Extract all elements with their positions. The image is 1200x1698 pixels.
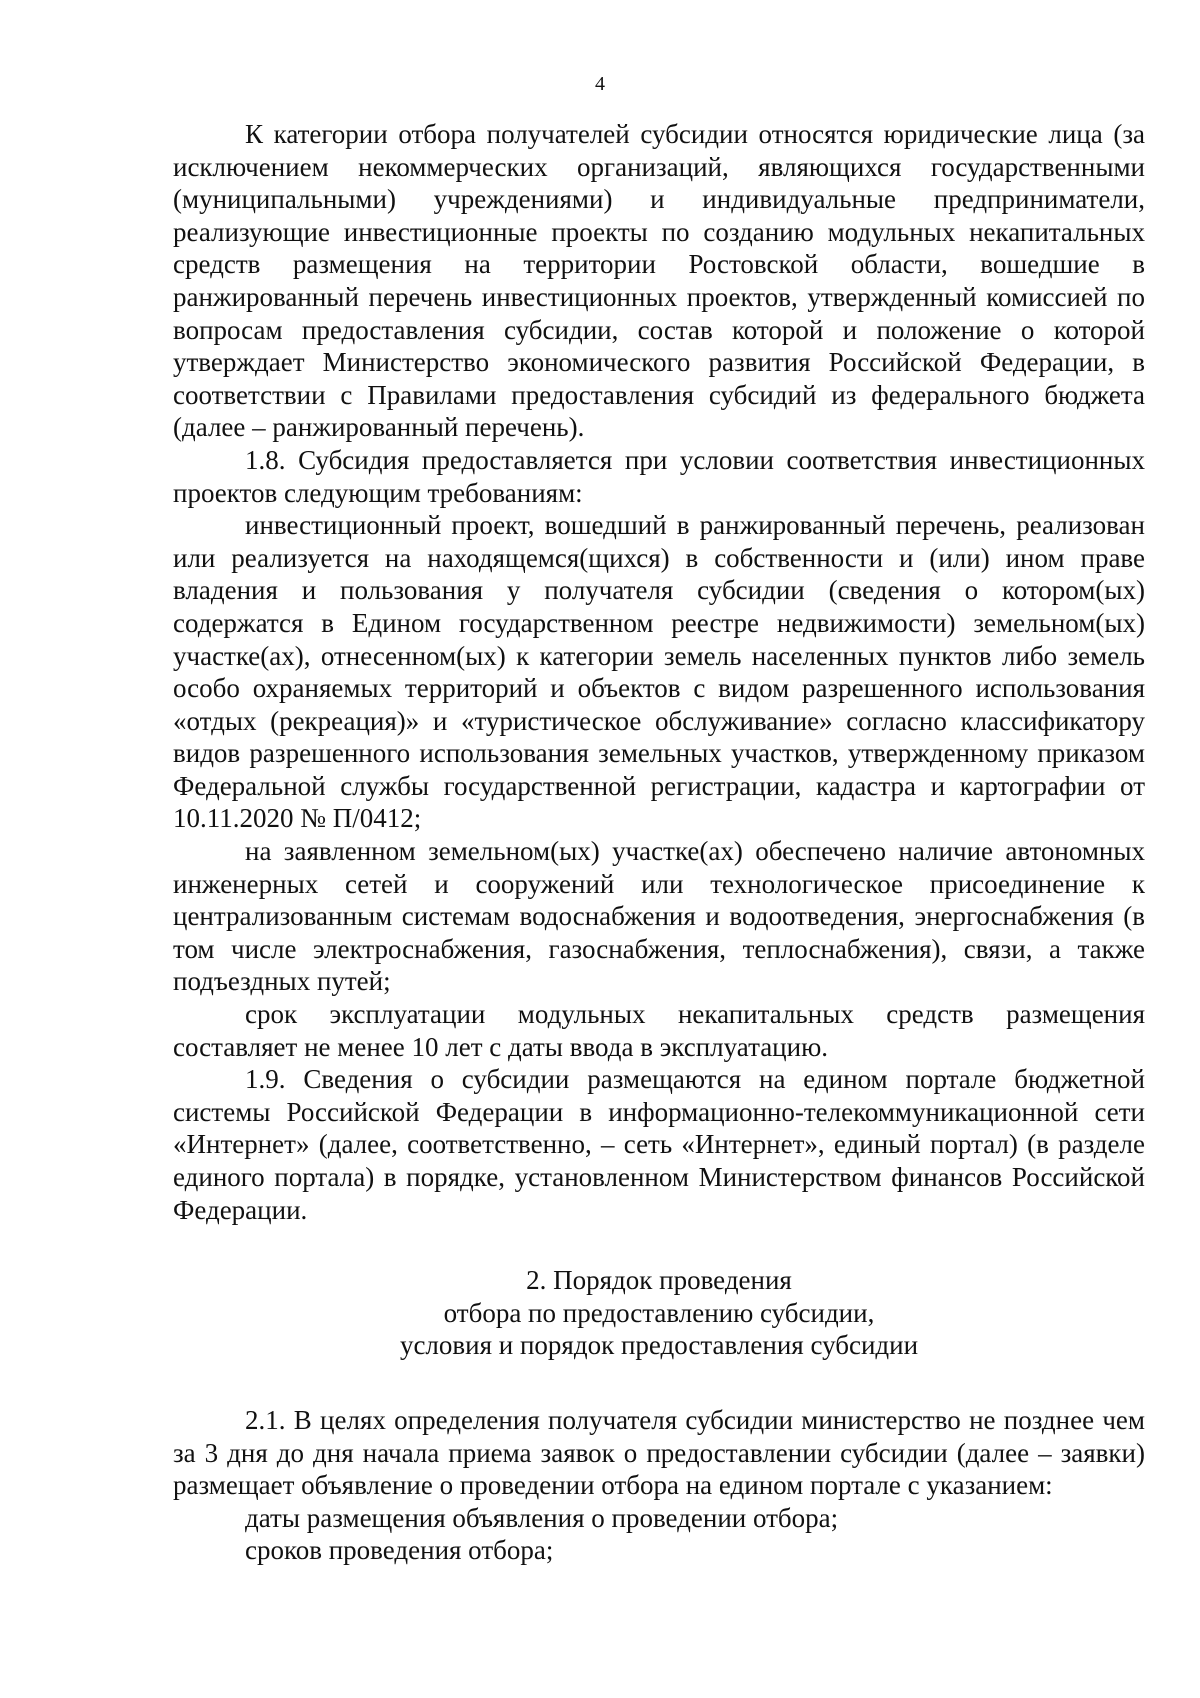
section-heading [173, 1264, 1145, 1362]
paragraph-requirement-land: инвестиционный проект, вошедший в ранжированный перечень, реализован или реализуется на находящемся(щихся) в собственности и (или) ином праве владения и пользования у получателя субсидии (сведения о котором(ых) содержатся в Едином государственном реестре недвижимости) земельном(ых) участке(ах), отнесенном(ых) к категории земель населенных пунктов либо земель особо охраняемых территорий и объектов с видом разрешенного использования «отдых (рекреация)» и «туристическое обслуживание» согласно классификатору видов разрешенного использования земельных участков, утвержденному приказом Федеральной службы государственной регистрации, кадастра и картографии от 10.11.2020 № П/0412; [173, 510, 1145, 834]
paragraph-recipient-category: К категории отбора получателей субсидии относятся юридические лица (за исключением некоммерческих организаций, являющихся государственными (муниципальными) учреждениями) и индивидуальные предприниматели, реализующие инвестиционные проекты по созданию модульных некапитальных средств размещения на территории Ростовской области, вошедшие в ранжированный перечень инвестиционных проектов, утвержденный комиссией по вопросам предоставления субсидии, состав которой и положение о которой утверждает Министерство экономического развития Российской Федерации, в соответствии с Правилами предоставления субсидий из федерального бюджета (далее – ранжированный перечень). [173, 119, 1145, 443]
list-item-announcement-date: даты размещения объявления о проведении отбора; [245, 1502, 839, 1533]
section-heading-line-3: условия и порядок предоставления субсидии [399, 1330, 919, 1361]
paragraph-1-8: 1.8. Субсидия предоставляется при условии соответствия инвестиционных проектов следующим требованиям: [173, 444, 1145, 508]
section-heading-line-2: отбора по предоставлению субсидии, [443, 1297, 875, 1328]
paragraph-requirement-term: срок эксплуатации модульных некапитальных средств размещения составляет не менее 10 лет с даты ввода в эксплуатацию. [173, 999, 1145, 1062]
paragraph-1-9: 1.9. Сведения о субсидии размещаются на едином портале бюджетной системы Российской Федерации в информационно-телекоммуникационной сети «Интернет» (далее, соответственно, – сеть «Интернет», единый портал) (в разделе единого портала) в порядке, установленном Министерством финансов Российской Федерации. [173, 1064, 1145, 1225]
list-item-selection-dates: сроков проведения отбора; [245, 1535, 554, 1566]
page-number: 4 [595, 73, 605, 95]
paragraph-requirement-networks: на заявленном земельном(ых) участке(ах) обеспечено наличие автономных инженерных сетей и сооружений или технологическое присоединение к централизованным системам водоснабжения и водоотведения, энергоснабжения (в том числе электроснабжения, газоснабжения, теплоснабжения), связи, а также подъездных путей; [173, 836, 1145, 997]
paragraph-2-1: 2.1. В целях определения получателя субсидии министерство не позднее чем за 3 дня до дня начала приема заявок о предоставлении субсидии (далее – заявки) размещает объявление о проведении отбора на едином портале с указанием: [173, 1404, 1145, 1501]
section-heading-line-1: 2. Порядок проведения [526, 1265, 792, 1296]
document-body [173, 118, 1145, 1567]
